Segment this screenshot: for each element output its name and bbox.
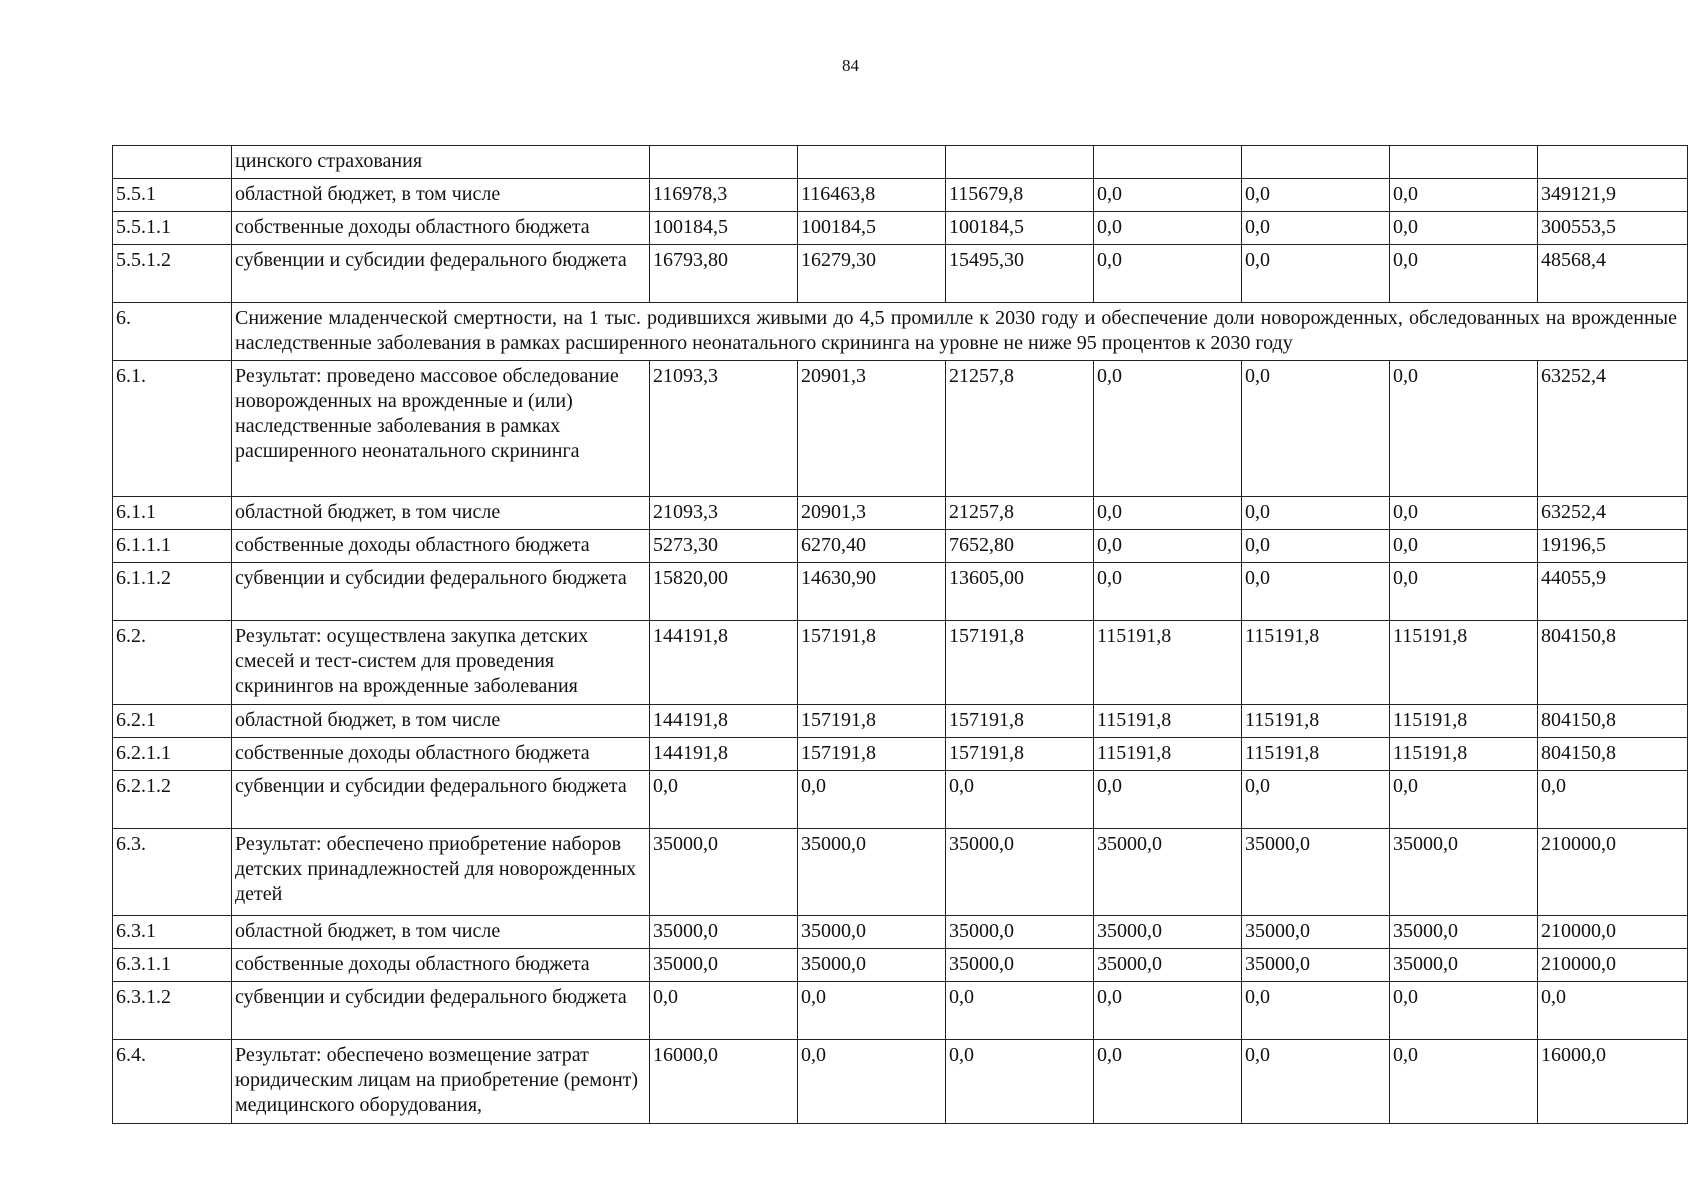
table-row <box>113 738 1688 771</box>
year-value-cell: 0,0 <box>1242 245 1390 303</box>
year-value-cell: 0,0 <box>1094 771 1242 829</box>
year-value-cell: 14630,90 <box>798 563 946 621</box>
year-value-cell: 115191,8 <box>1242 738 1390 771</box>
year-value-cell: 0,0 <box>1094 563 1242 621</box>
table-row <box>113 146 1688 179</box>
table-row <box>113 705 1688 738</box>
year-value-cell: 157191,8 <box>798 738 946 771</box>
table-row <box>113 1040 1688 1124</box>
table-row <box>113 949 1688 982</box>
total-value-cell: 48568,4 <box>1538 245 1688 303</box>
row-code-cell: 5.5.1.2 <box>113 245 232 303</box>
budget-table <box>112 145 1688 1124</box>
year-value-cell: 115191,8 <box>1390 621 1538 705</box>
row-code-cell: 6.3.1 <box>113 916 232 949</box>
year-value-cell: 13605,00 <box>946 563 1094 621</box>
row-code-cell: 6. <box>113 303 232 361</box>
year-value-cell: 0,0 <box>1242 212 1390 245</box>
year-value-cell: 157191,8 <box>946 621 1094 705</box>
row-description-cell: Результат: осуществлена закупка детских смесей и тест-систем для проведения скринингов на врожденные заболевания <box>232 621 650 705</box>
year-value-cell: 21093,3 <box>650 497 798 530</box>
year-value-cell: 20901,3 <box>798 361 946 497</box>
year-value-cell: 144191,8 <box>650 738 798 771</box>
year-value-cell: 0,0 <box>1094 982 1242 1040</box>
year-value-cell <box>798 146 946 179</box>
section-row <box>113 303 1688 361</box>
year-value-cell: 35000,0 <box>798 829 946 916</box>
year-value-cell: 35000,0 <box>1242 916 1390 949</box>
year-value-cell: 21093,3 <box>650 361 798 497</box>
year-value-cell: 157191,8 <box>798 705 946 738</box>
year-value-cell: 115191,8 <box>1242 621 1390 705</box>
year-value-cell: 35000,0 <box>650 829 798 916</box>
year-value-cell: 157191,8 <box>946 738 1094 771</box>
year-value-cell: 0,0 <box>1390 1040 1538 1124</box>
year-value-cell: 35000,0 <box>798 916 946 949</box>
total-value-cell: 16000,0 <box>1538 1040 1688 1124</box>
table-row <box>113 361 1688 497</box>
year-value-cell: 35000,0 <box>1094 829 1242 916</box>
row-code-cell: 6.1.1.1 <box>113 530 232 563</box>
total-value-cell: 804150,8 <box>1538 738 1688 771</box>
total-value-cell: 19196,5 <box>1538 530 1688 563</box>
year-value-cell: 7652,80 <box>946 530 1094 563</box>
row-code-cell: 5.5.1 <box>113 179 232 212</box>
row-code-cell: 6.3.1.1 <box>113 949 232 982</box>
year-value-cell: 0,0 <box>1242 530 1390 563</box>
row-description-cell: субвенции и субсидии федерального бюджета <box>232 563 650 621</box>
row-code-cell: 5.5.1.1 <box>113 212 232 245</box>
year-value-cell: 35000,0 <box>946 829 1094 916</box>
table-row <box>113 771 1688 829</box>
total-value-cell: 300553,5 <box>1538 212 1688 245</box>
year-value-cell: 0,0 <box>1242 982 1390 1040</box>
year-value-cell: 157191,8 <box>798 621 946 705</box>
row-description-cell: субвенции и субсидии федерального бюджета <box>232 245 650 303</box>
year-value-cell: 35000,0 <box>650 916 798 949</box>
year-value-cell: 116978,3 <box>650 179 798 212</box>
year-value-cell: 35000,0 <box>1242 829 1390 916</box>
year-value-cell: 100184,5 <box>946 212 1094 245</box>
year-value-cell: 35000,0 <box>1390 916 1538 949</box>
year-value-cell: 21257,8 <box>946 361 1094 497</box>
table-row <box>113 563 1688 621</box>
year-value-cell: 0,0 <box>1390 179 1538 212</box>
year-value-cell: 0,0 <box>798 1040 946 1124</box>
year-value-cell <box>946 146 1094 179</box>
table-row <box>113 530 1688 563</box>
year-value-cell: 144191,8 <box>650 621 798 705</box>
total-value-cell: 0,0 <box>1538 771 1688 829</box>
year-value-cell: 0,0 <box>1094 212 1242 245</box>
row-description-cell: собственные доходы областного бюджета <box>232 530 650 563</box>
year-value-cell: 0,0 <box>946 1040 1094 1124</box>
row-code-cell: 6.2.1 <box>113 705 232 738</box>
row-description-cell: Результат: обеспечено возмещение затрат юридическим лицам на приобретение (ремонт) медицинского оборудования, <box>232 1040 650 1124</box>
year-value-cell: 115191,8 <box>1094 705 1242 738</box>
row-code-cell: 6.1. <box>113 361 232 497</box>
row-description-cell: областной бюджет, в том числе <box>232 705 650 738</box>
year-value-cell: 116463,8 <box>798 179 946 212</box>
total-value-cell: 210000,0 <box>1538 829 1688 916</box>
total-value-cell: 804150,8 <box>1538 705 1688 738</box>
row-description-cell: собственные доходы областного бюджета <box>232 212 650 245</box>
year-value-cell: 0,0 <box>1390 982 1538 1040</box>
budget-table-body <box>113 146 1688 1124</box>
table-row <box>113 621 1688 705</box>
total-value-cell: 63252,4 <box>1538 361 1688 497</box>
year-value-cell: 115679,8 <box>946 179 1094 212</box>
total-value-cell: 0,0 <box>1538 982 1688 1040</box>
row-code-cell: 6.1.1 <box>113 497 232 530</box>
year-value-cell: 21257,8 <box>946 497 1094 530</box>
year-value-cell: 0,0 <box>1242 771 1390 829</box>
year-value-cell: 35000,0 <box>946 949 1094 982</box>
year-value-cell: 100184,5 <box>798 212 946 245</box>
year-value-cell: 144191,8 <box>650 705 798 738</box>
year-value-cell: 35000,0 <box>1094 916 1242 949</box>
row-code-cell: 6.2.1.2 <box>113 771 232 829</box>
year-value-cell: 16793,80 <box>650 245 798 303</box>
year-value-cell: 0,0 <box>1390 361 1538 497</box>
table-row <box>113 212 1688 245</box>
total-value-cell: 63252,4 <box>1538 497 1688 530</box>
year-value-cell: 0,0 <box>650 982 798 1040</box>
year-value-cell: 0,0 <box>1242 497 1390 530</box>
year-value-cell: 35000,0 <box>946 916 1094 949</box>
year-value-cell: 5273,30 <box>650 530 798 563</box>
row-description-cell: областной бюджет, в том числе <box>232 497 650 530</box>
year-value-cell: 35000,0 <box>1242 949 1390 982</box>
page-number: 84 <box>842 56 859 75</box>
row-description-cell: цинского страхования <box>232 146 650 179</box>
year-value-cell: 0,0 <box>1390 212 1538 245</box>
table-row <box>113 916 1688 949</box>
row-description-cell: собственные доходы областного бюджета <box>232 738 650 771</box>
year-value-cell: 0,0 <box>798 982 946 1040</box>
year-value-cell: 16000,0 <box>650 1040 798 1124</box>
row-code-cell: 6.1.1.2 <box>113 563 232 621</box>
year-value-cell: 0,0 <box>1242 361 1390 497</box>
year-value-cell: 0,0 <box>1390 771 1538 829</box>
year-value-cell: 100184,5 <box>650 212 798 245</box>
table-row <box>113 982 1688 1040</box>
total-value-cell: 349121,9 <box>1538 179 1688 212</box>
year-value-cell: 6270,40 <box>798 530 946 563</box>
total-value-cell: 210000,0 <box>1538 916 1688 949</box>
year-value-cell: 15495,30 <box>946 245 1094 303</box>
year-value-cell: 20901,3 <box>798 497 946 530</box>
year-value-cell: 0,0 <box>1094 361 1242 497</box>
year-value-cell: 0,0 <box>1390 563 1538 621</box>
year-value-cell: 0,0 <box>1242 1040 1390 1124</box>
year-value-cell: 0,0 <box>1094 245 1242 303</box>
row-code-cell: 6.2.1.1 <box>113 738 232 771</box>
year-value-cell: 35000,0 <box>1094 949 1242 982</box>
year-value-cell: 35000,0 <box>798 949 946 982</box>
year-value-cell: 35000,0 <box>1390 949 1538 982</box>
row-description-cell: субвенции и субсидии федерального бюджета <box>232 982 650 1040</box>
year-value-cell: 0,0 <box>1390 530 1538 563</box>
year-value-cell: 0,0 <box>1094 179 1242 212</box>
total-value-cell <box>1538 146 1688 179</box>
table-row <box>113 179 1688 212</box>
row-description-cell: собственные доходы областного бюджета <box>232 949 650 982</box>
year-value-cell: 0,0 <box>1390 245 1538 303</box>
table-row <box>113 497 1688 530</box>
year-value-cell: 0,0 <box>1094 497 1242 530</box>
year-value-cell: 0,0 <box>650 771 798 829</box>
total-value-cell: 210000,0 <box>1538 949 1688 982</box>
year-value-cell: 35000,0 <box>650 949 798 982</box>
year-value-cell: 0,0 <box>946 982 1094 1040</box>
table-row <box>113 245 1688 303</box>
row-description-cell: Результат: проведено массовое обследование новорожденных на врожденные и (или) наследственные заболевания в рамках расширенного неонатального скрининга <box>232 361 650 497</box>
year-value-cell: 15820,00 <box>650 563 798 621</box>
year-value-cell <box>1094 146 1242 179</box>
year-value-cell: 35000,0 <box>1390 829 1538 916</box>
section-title-cell: Снижение младенческой смертности, на 1 тыс. родившихся живыми до 4,5 промилле к 2030 году и обеспечение доли новорожденных, обследованных на врожденные наследственные заболевания в рамках расширенного неонатального скрининга на уровне не ниже 95 процентов к 2030 году <box>232 303 1688 361</box>
year-value-cell: 0,0 <box>946 771 1094 829</box>
total-value-cell: 44055,9 <box>1538 563 1688 621</box>
year-value-cell: 0,0 <box>1094 1040 1242 1124</box>
year-value-cell: 115191,8 <box>1390 738 1538 771</box>
year-value-cell: 0,0 <box>1390 497 1538 530</box>
year-value-cell: 16279,30 <box>798 245 946 303</box>
total-value-cell: 804150,8 <box>1538 621 1688 705</box>
row-code-cell: 6.3.1.2 <box>113 982 232 1040</box>
year-value-cell <box>1242 146 1390 179</box>
year-value-cell: 115191,8 <box>1242 705 1390 738</box>
year-value-cell: 157191,8 <box>946 705 1094 738</box>
row-code-cell <box>113 146 232 179</box>
row-code-cell: 6.3. <box>113 829 232 916</box>
row-description-cell: Результат: обеспечено приобретение наборов детских принадлежностей для новорожденных детей <box>232 829 650 916</box>
year-value-cell: 0,0 <box>1094 530 1242 563</box>
year-value-cell: 0,0 <box>1242 563 1390 621</box>
row-code-cell: 6.4. <box>113 1040 232 1124</box>
year-value-cell <box>650 146 798 179</box>
year-value-cell <box>1390 146 1538 179</box>
row-description-cell: областной бюджет, в том числе <box>232 916 650 949</box>
year-value-cell: 115191,8 <box>1094 621 1242 705</box>
year-value-cell: 0,0 <box>1242 179 1390 212</box>
table-row <box>113 829 1688 916</box>
row-code-cell: 6.2. <box>113 621 232 705</box>
year-value-cell: 115191,8 <box>1390 705 1538 738</box>
row-description-cell: областной бюджет, в том числе <box>232 179 650 212</box>
row-description-cell: субвенции и субсидии федерального бюджета <box>232 771 650 829</box>
year-value-cell: 115191,8 <box>1094 738 1242 771</box>
year-value-cell: 0,0 <box>798 771 946 829</box>
